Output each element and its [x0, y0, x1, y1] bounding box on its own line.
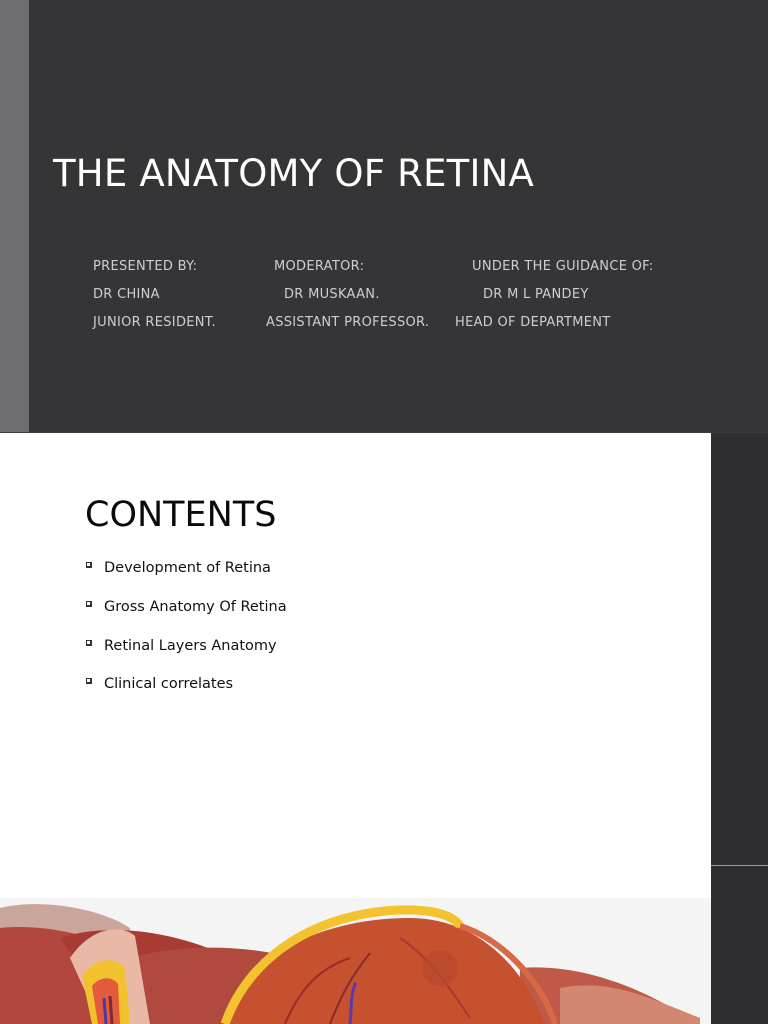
presenter-name: DR CHINA [93, 287, 160, 302]
list-item [86, 673, 233, 695]
list-item-text: Clinical correlates [104, 676, 234, 692]
moderator-role: MODERATOR: [274, 259, 365, 274]
hollow-square-bullet-icon [86, 562, 92, 568]
hollow-square-bullet-icon [86, 678, 92, 684]
guide-name: DR M L PANDEY [483, 287, 589, 302]
eyeball-anatomy-illustration [0, 898, 711, 1024]
list-item-text: Gross Anatomy Of Retina [104, 599, 287, 615]
list-item [86, 557, 271, 579]
list-item-text: Development of Retina [104, 560, 271, 576]
presenter-role: PRESENTED BY: [93, 259, 198, 274]
presenter-designation: JUNIOR RESIDENT. [93, 315, 216, 330]
moderator-designation: ASSISTANT PROFESSOR. [266, 315, 430, 330]
list-item [86, 635, 277, 657]
accent-bar [0, 0, 29, 432]
contents-heading: CONTENTS [85, 495, 277, 535]
hollow-square-bullet-icon [86, 601, 92, 607]
moderator-name: DR MUSKAAN. [284, 287, 380, 302]
list-item [86, 596, 287, 618]
hollow-square-bullet-icon [86, 640, 92, 646]
guide-designation: HEAD OF DEPARTMENT [455, 315, 611, 330]
contents-slide[interactable] [0, 433, 711, 1024]
title-slide[interactable] [0, 0, 768, 432]
list-item-text: Retinal Layers Anatomy [104, 638, 277, 654]
guide-role: UNDER THE GUIDANCE OF: [472, 259, 654, 274]
divider [711, 865, 768, 866]
slide-title: THE ANATOMY OF RETINA [53, 152, 534, 195]
slide-panel-edge [711, 433, 768, 1024]
